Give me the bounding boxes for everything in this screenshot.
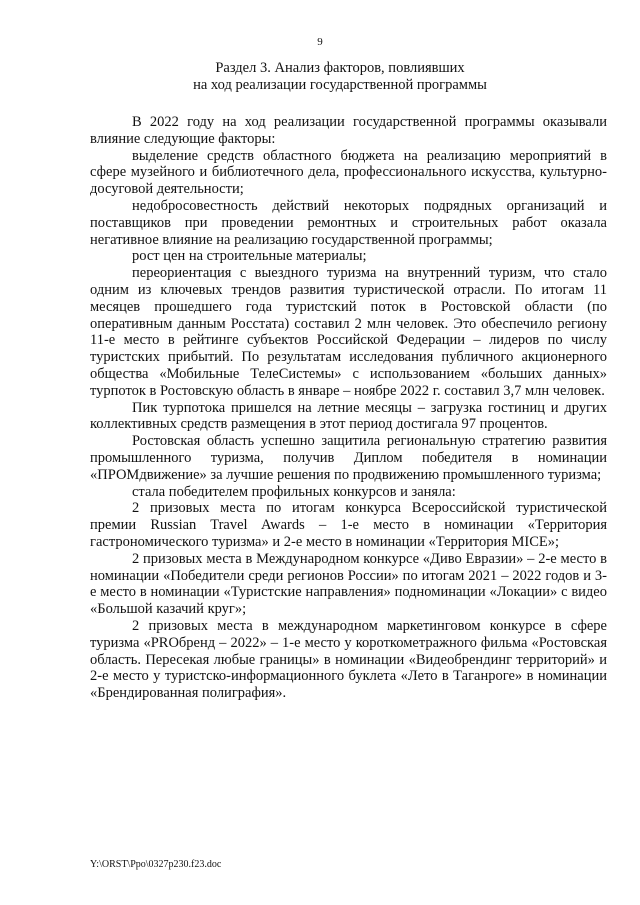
paragraph-prices: рост цен на строительные материалы;	[132, 248, 367, 265]
document-body	[90, 114, 607, 702]
paragraph-russian-travel-awards: 2 призовых места по итогам конкурса Всероссийской туристической премии Russian Travel Awards – 1-е место в номинации «Территория гастрономического туризма» и 2-е место в номинации «Территория MICE»;	[90, 500, 607, 550]
section-title	[90, 60, 590, 94]
paragraph-contractors: недобросовестность действий некоторых подрядных организаций и поставщиков при проведении ремонтных и строительных работ оказала негативное влияние на реализацию государственной программы;	[90, 197, 607, 248]
paragraph-competitions: стала победителем профильных конкурсов и заняла:	[132, 483, 456, 500]
paragraph-industrial-tourism: Ростовская область успешно защитила региональную стратегию развития промышленного туризма, получив Диплом победителя в номинации «ПРОМдвижение» за лучшие решения по продвижению промышленного туризма;	[90, 433, 607, 483]
page-number: 9	[317, 36, 323, 48]
footer-file-path: Y:\ORST\Ppo\0327p230.f23.doc	[90, 859, 222, 870]
paragraph-probrend: 2 призовых места в международном маркетинговом конкурсе в сфере туризма «PROбренд – 2022» – 1-е место у короткометражного фильма «Ростовская область. Пересекая любые границы» в номинации «Видеобрендинг территорий» и 2-е место у туристско-информационного буклета «Лето в Таганроге» в номинации «Брендированная полиграфия».	[90, 617, 607, 702]
paragraph-tourism-reorientation: переориентация с выездного туризма на внутренний туризм, что стало одним из ключевых трендов развития туристической отрасли. По итогам 11 месяцев прошедшего года туристский поток в Ростовской области (по оперативным данным Росстата) составил 2 млн человек. Это обеспечило региону 11-е место в рейтинге субъектов Российской Федерации – лидеров по числу туристских прибытий. По результатам исследования публичного акционерного общества «Мобильные ТелеСистемы» с использованием «больших данных» турпоток в Ростовскую область в январе – ноябре 2022 г. составил 3,7 млн человек.	[90, 265, 607, 399]
paragraph-divo-evrazii: 2 призовых места в Международном конкурсе «Диво Евразии» – 2-е место в номинации «Победители среди регионов России» по итогам 2021 – 2022 годов и 3-е место в номинации «Туристские направления» подноминации «Локации» с видео «Большой казачий круг»;	[90, 550, 607, 618]
paragraph-intro: В 2022 году на ход реализации государственной программы оказывали влияние следующие факторы:	[90, 114, 607, 147]
paragraph-budget-funding: выделение средств областного бюджета на реализацию мероприятий в сфере музейного и библиотечного дела, профессионального искусства, культурно-досуговой деятельности;	[90, 147, 607, 198]
section-title-line-1: Раздел 3. Анализ факторов, повлиявших	[215, 60, 465, 76]
paragraph-peak-flow: Пик турпотока пришелся на летние месяцы – загрузка гостиниц и других коллективных средств размещения в этот период достигала 97 процентов.	[90, 399, 607, 433]
section-title-line-2: на ход реализации государственной программы	[193, 77, 487, 93]
